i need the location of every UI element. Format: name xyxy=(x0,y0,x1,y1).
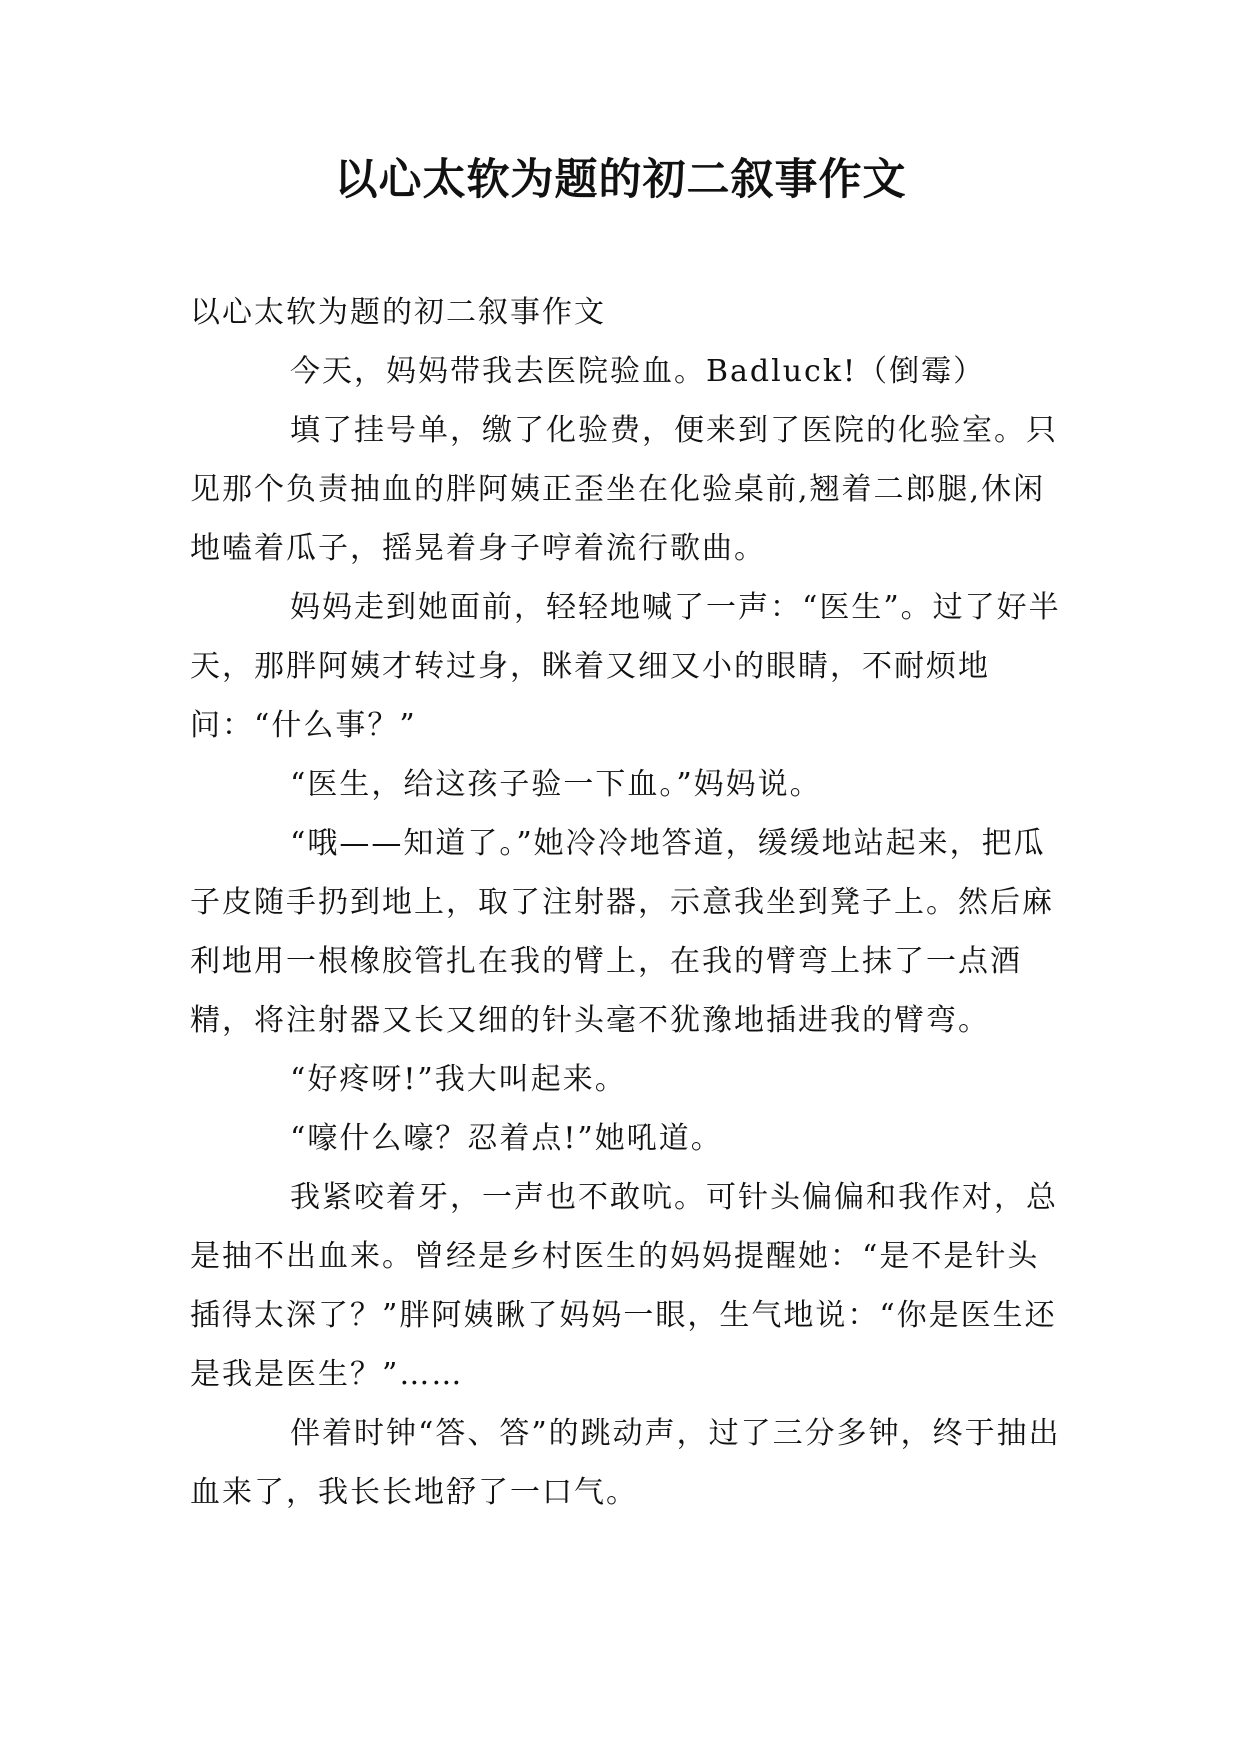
body-paragraph: 妈妈走到她面前，轻轻地喊了一声：“医生”。过了好半天，那胖阿姨才转过身，眯着又细又小的眼睛，不耐烦地问：“什么事？” xyxy=(190,590,1061,743)
body-paragraph: 以心太软为题的初二叙事作文 xyxy=(190,295,606,330)
body-paragraph: “好疼呀!”我大叫起来。 xyxy=(290,1062,627,1097)
document-title: 以心太软为题的初二叙事作文 xyxy=(334,155,907,205)
body-paragraph: “嚎什么嚎？忍着点!”她吼道。 xyxy=(290,1121,723,1156)
body-paragraph: 伴着时钟“答、答”的跳动声，过了三分多钟，终于抽出血来了，我长长地舒了一口气。 xyxy=(190,1416,1061,1510)
body-paragraph: 今天，妈妈带我去医院验血。Badluck!（倒霉） xyxy=(290,354,986,389)
body-paragraph: 我紧咬着牙，一声也不敢吭。可针头偏偏和我作对，总是抽不出血来。曾经是乡村医生的妈妈提醒她：“是不是针头插得太深了？”胖阿姨瞅了妈妈一眼，生气地说：“你是医生还是我是医生？”…… xyxy=(190,1180,1058,1392)
body-paragraph: 填了挂号单，缴了化验费，便来到了医院的化验室。只见那个负责抽血的胖阿姨正歪坐在化验桌前,翘着二郎腿,休闲地嗑着瓜子，摇晃着身子哼着流行歌曲。 xyxy=(190,413,1058,566)
body-paragraph: “哦——知道了。”她冷冷地答道，缓缓地站起来，把瓜子皮随手扔到地上，取了注射器，示意我坐到凳子上。然后麻利地用一根橡胶管扎在我的臂上，在我的臂弯上抹了一点酒精，将注射器又长又细的针头毫不犹豫地插进我的臂弯。 xyxy=(190,826,1054,1038)
document-body xyxy=(190,283,1070,1522)
body-paragraph: “医生，给这孩子验一下血。”妈妈说。 xyxy=(290,767,822,802)
